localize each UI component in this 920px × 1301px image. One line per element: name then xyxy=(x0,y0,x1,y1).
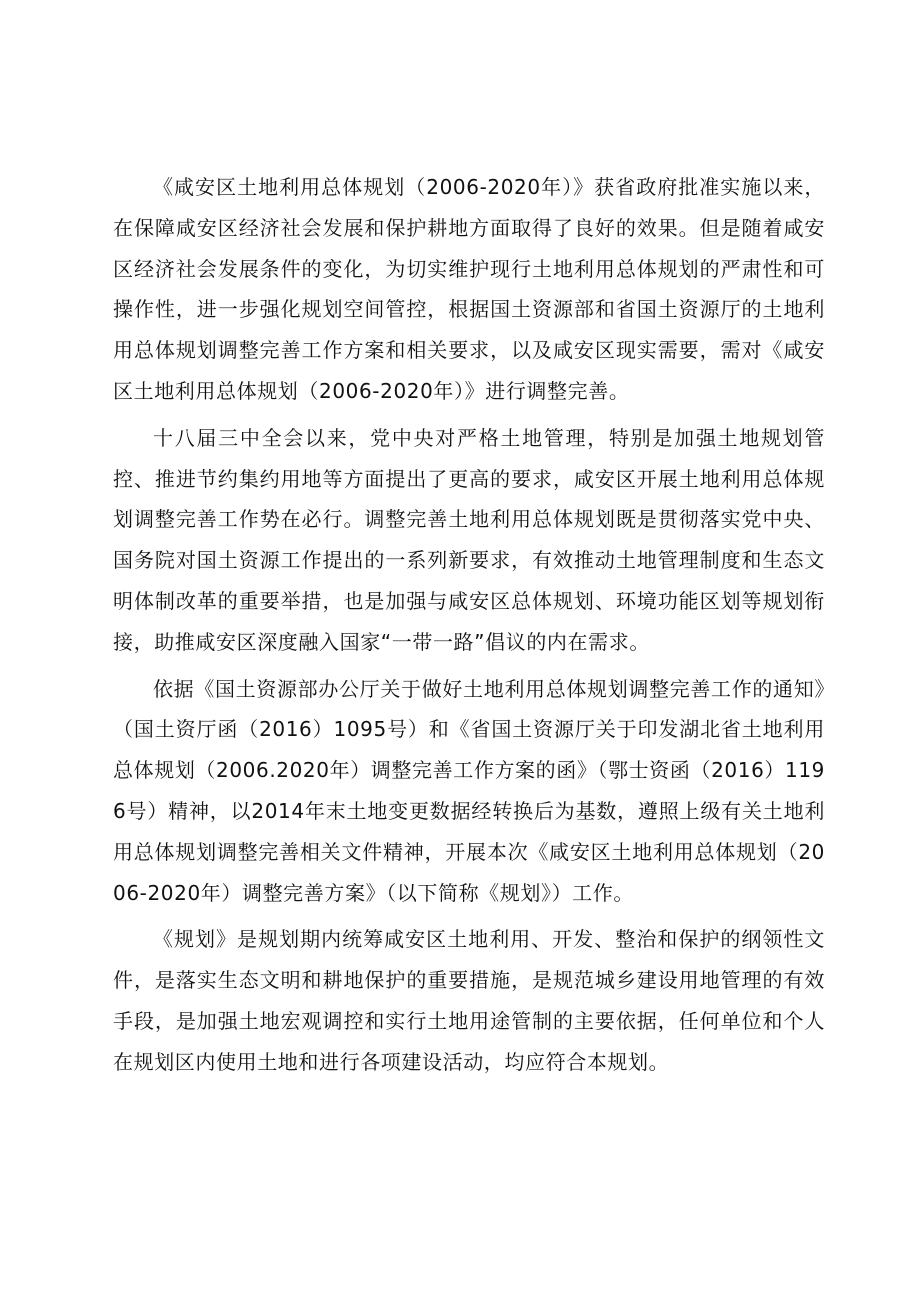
paragraph-purpose: 《规划》是规划期内统筹咸安区土地利用、开发、整治和保护的纲领性文件，是落实生态文明和耕地保护的重要措施，是规范城乡建设用地管理的有效手段，是加强土地宏观调控和实行土地用途管制的主要依据，任何单位和个人在规划区内使用土地和进行各项建设活动，均应符合本规划。 xyxy=(113,927,825,1074)
paragraph-basis: 依据《国土资源部办公厅关于做好土地利用总体规划调整完善工作的通知》（国土资厅函（2016）1095号）和《省国土资源厅关于印发湖北省土地利用总体规划（2006.2020年）调整完善工作方案的函》（鄂士资函（2016）1196号）精神，以2014年末土地变更数据经转换后为基数，遵照上级有关土地利用总体规划调整完善相关文件精神，开展本次《咸安区土地利用总体规划（2006-2020年）调整完善方案》（以下简称《规划》）工作。 xyxy=(113,676,825,905)
document-body xyxy=(113,167,825,1083)
paragraph-background: 《咸安区土地利用总体规划（2006-2020年）》获省政府批准实施以来，在保障咸安区经济社会发展和保护耕地方面取得了良好的效果。但是随着咸安区经济社会发展条件的变化，为切实维护现行土地利用总体规划的严肃性和可操作性，进一步强化规划空间管控，根据国土资源部和省国土资源厅的土地利用总体规划调整完善工作方案和相关要求，以及咸安区现实需要，需对《咸安区土地利用总体规划（2006-2020年）》进行调整完善。 xyxy=(113,175,825,403)
paragraph-necessity: 十八届三中全会以来，党中央对严格土地管理，特别是加强土地规划管控、推进节约集约用地等方面提出了更高的要求，咸安区开展土地利用总体规划调整完善工作势在必行。调整完善土地利用总体规划既是贯彻落实党中央、国务院对国土资源工作提出的一系列新要求，有效推动土地管理制度和生态文明体制改革的重要举措，也是加强与咸安区总体规划、环境功能区划等规划衔接，助推咸安区深度融入国家“一带一路”倡议的内在需求。 xyxy=(113,425,825,654)
